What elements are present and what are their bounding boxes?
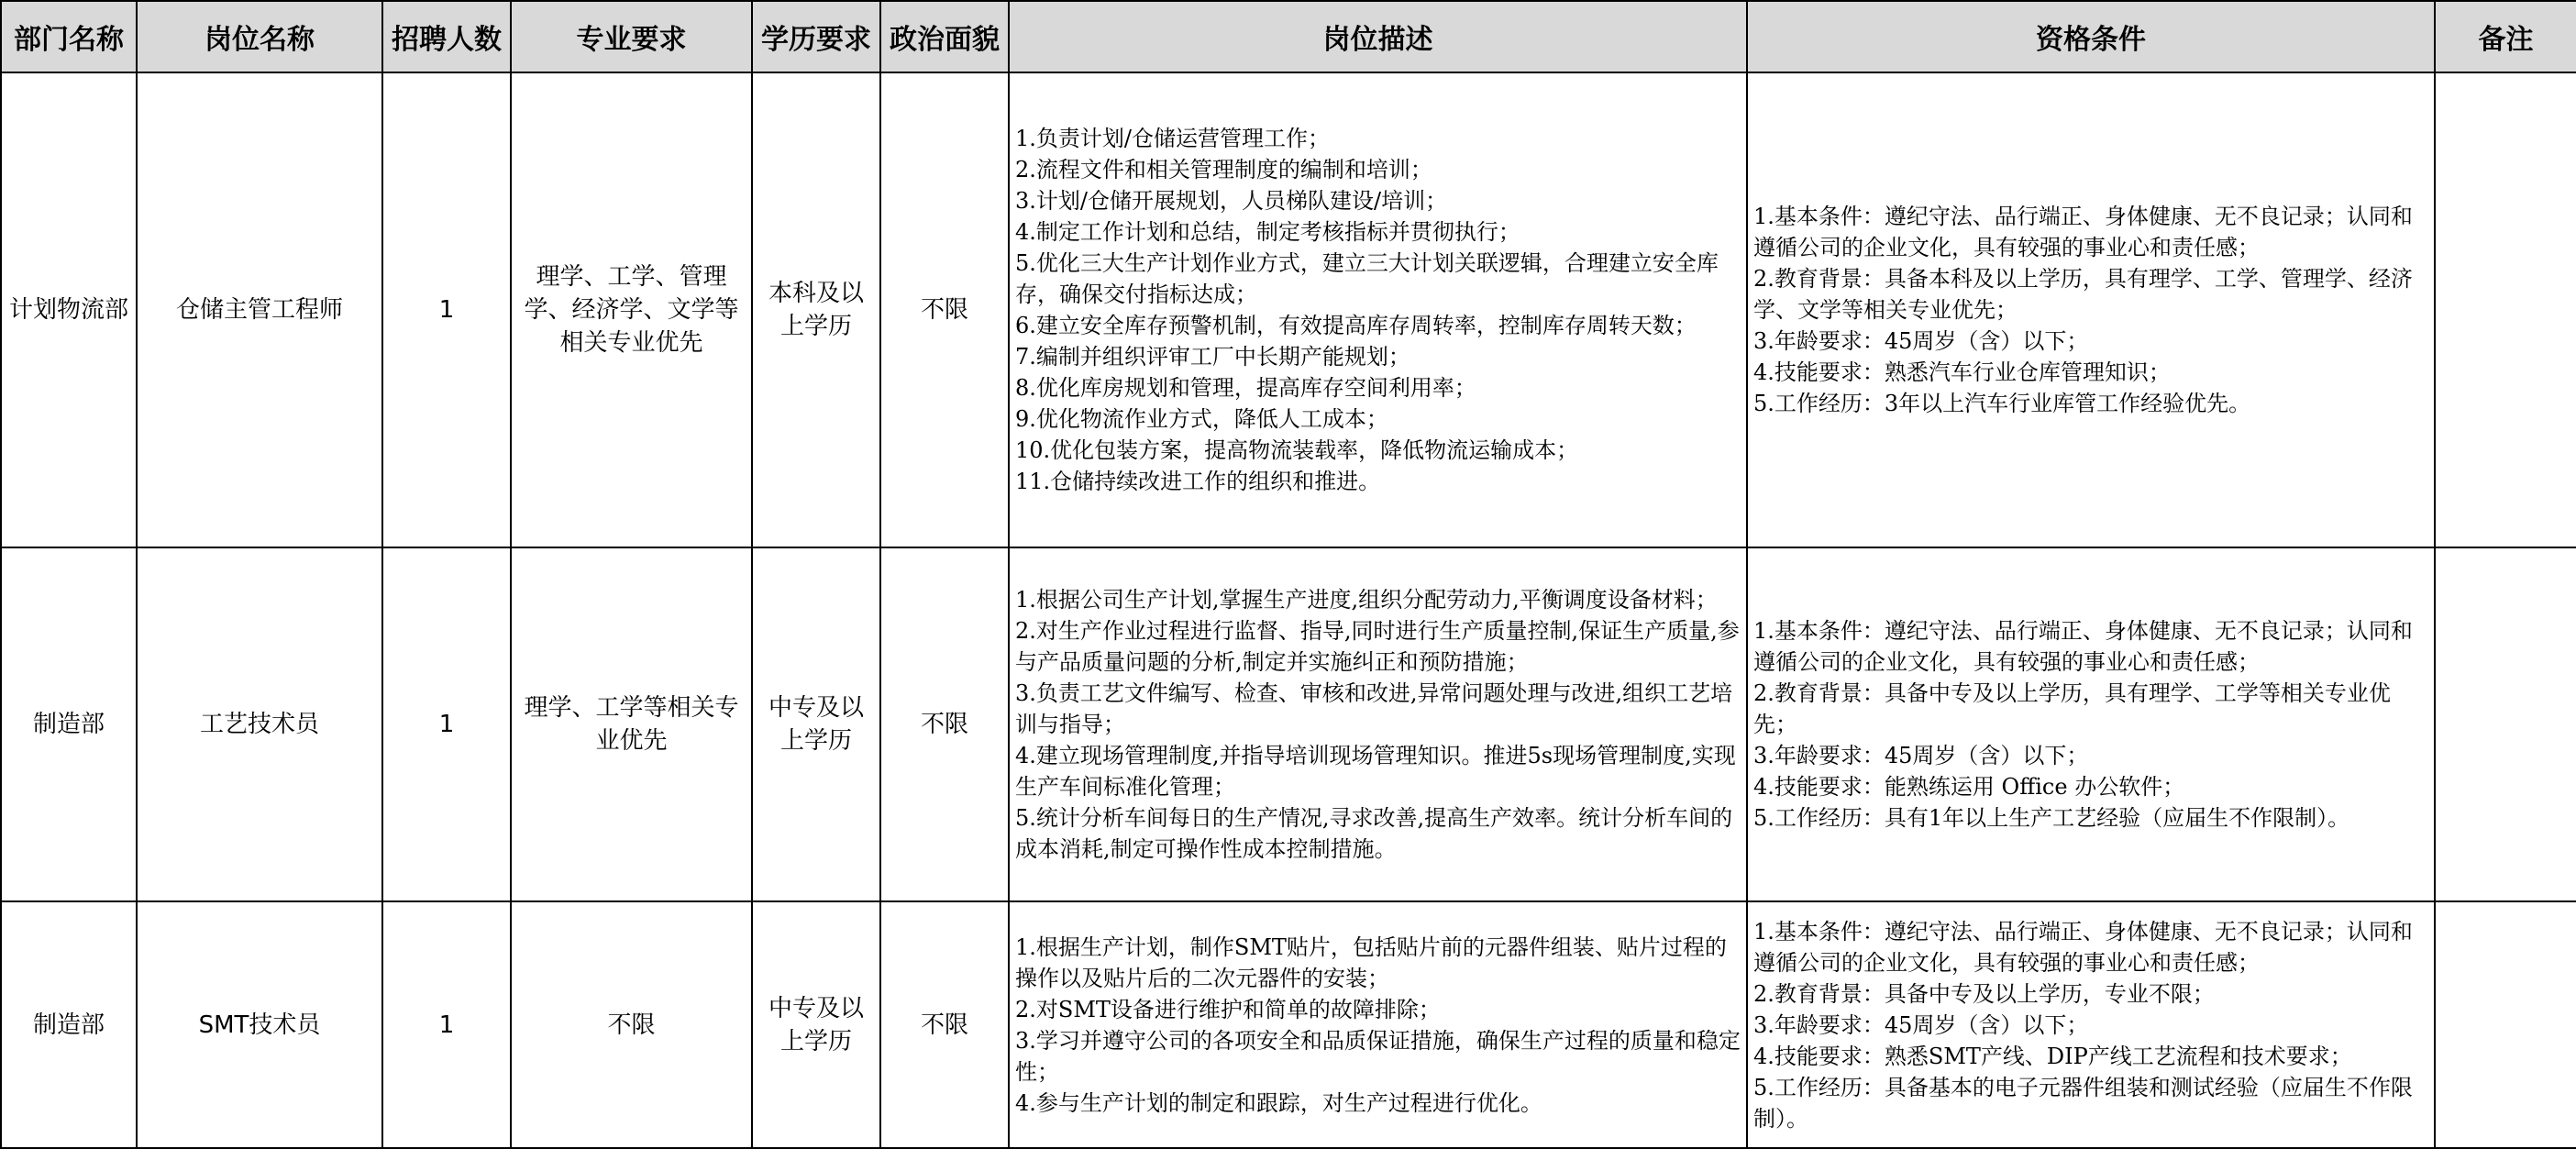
desc-line: 6.建立安全库存预警机制，有效提高库存周转率，控制库存周转天数；: [1015, 313, 1697, 338]
desc-line: 1.负责计划/仓储运营管理工作；: [1015, 126, 1330, 151]
header-major: 专业要求: [511, 1, 752, 72]
header-political: 政治面貌: [880, 1, 1009, 72]
qual-line: 3.年龄要求：45周岁（含）以下；: [1753, 328, 2089, 354]
table-row: [1, 72, 2576, 547]
header-dept: 部门名称: [1, 1, 137, 72]
cell-qual: [1747, 547, 2435, 901]
qual-line: 4.技能要求：熟悉汽车行业仓库管理知识；: [1753, 359, 2171, 385]
desc-line: 5.优化三大生产计划作业方式，建立三大计划关联逻辑，合理建立安全库存，确保交付指标达成；: [1015, 250, 1719, 307]
desc-line: 3.计划/仓储开展规划，人员梯队建设/培训；: [1015, 188, 1448, 214]
table-row: [1, 547, 2576, 901]
header-desc: 岗位描述: [1009, 1, 1747, 72]
header-count: 招聘人数: [382, 1, 511, 72]
cell-edu: 中专及以上学历: [752, 901, 880, 1148]
desc-line: 3.负责工艺文件编写、检查、审核和改进,异常问题处理与改进,组织工艺培训与指导；: [1015, 680, 1733, 737]
cell-edu: 中专及以上学历: [752, 547, 880, 901]
cell-title: 仓储主管工程师: [137, 72, 382, 547]
header-edu: 学历要求: [752, 1, 880, 72]
cell-dept: 计划物流部: [1, 72, 137, 547]
qual-line: 4.技能要求：能熟练运用 Office 办公软件；: [1753, 774, 2185, 800]
cell-title: 工艺技术员: [137, 547, 382, 901]
qual-line: 5.工作经历：3年以上汽车行业库管工作经验优先。: [1753, 391, 2251, 416]
cell-title: SMT技术员: [137, 901, 382, 1148]
desc-line: 4.建立现场管理制度,并指导培训现场管理知识。推进5s现场管理制度,实现生产车间标准化管理；: [1015, 743, 1736, 800]
cell-desc: [1009, 72, 1747, 547]
qual-line: 4.技能要求：熟悉SMT产线、DIP产线工艺流程和技术要求；: [1753, 1043, 2352, 1069]
table-row: [1, 901, 2576, 1148]
cell-note: [2435, 901, 2576, 1148]
desc-line: 5.统计分析车间每日的生产情况,寻求改善,提高生产效率。统计分析车间的成本消耗,制定可操作性成本控制措施。: [1015, 805, 1733, 862]
cell-count: 1: [382, 547, 511, 901]
header-qual: 资格条件: [1747, 1, 2435, 72]
cell-political: 不限: [880, 72, 1009, 547]
cell-note: [2435, 72, 2576, 547]
desc-line: 7.编制并组织评审工厂中长期产能规划；: [1015, 344, 1410, 370]
desc-line: 8.优化库房规划和管理，提高库存空间利用率；: [1015, 375, 1476, 401]
qual-line: 1.基本条件：遵纪守法、品行端正、身体健康、无不良记录；认同和遵循公司的企业文化，具有较强的事业心和责任感；: [1753, 204, 2413, 260]
qual-line: 5.工作经历：具有1年以上生产工艺经验（应届生不作限制）。: [1753, 805, 2350, 831]
header-note: 备注: [2435, 1, 2576, 72]
cell-note: [2435, 547, 2576, 901]
qual-line: 1.基本条件：遵纪守法、品行端正、身体健康、无不良记录；认同和遵循公司的企业文化，具有较强的事业心和责任感；: [1753, 918, 2413, 976]
cell-major: 理学、工学等相关专业优先: [511, 547, 752, 901]
cell-qual: [1747, 901, 2435, 1148]
cell-count: 1: [382, 72, 511, 547]
qual-line: 2.教育背景：具备本科及以上学历，具有理学、工学、管理学、经济学、文学等相关专业优先；: [1753, 266, 2413, 323]
qual-line: 5.工作经历：具备基本的电子元器件组装和测试经验（应届生不作限制）。: [1753, 1074, 2413, 1132]
desc-line: 9.优化物流作业方式，降低人工成本；: [1015, 406, 1388, 432]
qual-line: 3.年龄要求：45周岁（含）以下；: [1753, 743, 2089, 768]
cell-major: 不限: [511, 901, 752, 1148]
qual-line: 2.教育背景：具备中专及以上学历，专业不限；: [1753, 980, 2215, 1007]
cell-dept: 制造部: [1, 901, 137, 1148]
desc-line: 1.根据生产计划，制作SMT贴片，包括贴片前的元器件组装、贴片过程的操作以及贴片后的二次元器件的安装；: [1015, 934, 1727, 991]
cell-dept: 制造部: [1, 547, 137, 901]
desc-line: 1.根据公司生产计划,掌握生产进度,组织分配劳动力,平衡调度设备材料；: [1015, 587, 1718, 613]
cell-desc: [1009, 547, 1747, 901]
cell-edu: 本科及以上学历: [752, 72, 880, 547]
qual-line: 3.年龄要求：45周岁（含）以下；: [1753, 1011, 2089, 1038]
desc-line: 11.仓储持续改进工作的组织和推进。: [1015, 469, 1381, 494]
desc-line: 4.参与生产计划的制定和跟踪，对生产过程进行优化。: [1015, 1089, 1542, 1116]
cell-qual: [1747, 72, 2435, 547]
cell-desc: [1009, 901, 1747, 1148]
desc-line: 2.对SMT设备进行维护和简单的故障排除；: [1015, 996, 1441, 1022]
desc-line: 10.优化包装方案，提高物流装载率，降低物流运输成本；: [1015, 437, 1579, 463]
cell-political: 不限: [880, 547, 1009, 901]
qual-line: 2.教育背景：具备中专及以上学历，具有理学、工学等相关专业优先；: [1753, 680, 2391, 737]
cell-count: 1: [382, 901, 511, 1148]
cell-major: 理学、工学、管理学、经济学、文学等相关专业优先: [511, 72, 752, 547]
desc-line: 2.对生产作业过程进行监督、指导,同时进行生产质量控制,保证生产质量,参与产品质量问题的分析,制定并实施纠正和预防措施；: [1015, 618, 1740, 675]
header-row: [1, 1, 2576, 72]
desc-line: 2.流程文件和相关管理制度的编制和培训；: [1015, 157, 1432, 182]
qual-line: 1.基本条件：遵纪守法、品行端正、身体健康、无不良记录；认同和遵循公司的企业文化，具有较强的事业心和责任感；: [1753, 618, 2413, 675]
desc-line: 4.制定工作计划和总结，制定考核指标并贯彻执行；: [1015, 219, 1520, 245]
cell-political: 不限: [880, 901, 1009, 1148]
header-title: 岗位名称: [137, 1, 382, 72]
desc-line: 3.学习并遵守公司的各项安全和品质保证措施，确保生产过程的质量和稳定性；: [1015, 1027, 1741, 1085]
